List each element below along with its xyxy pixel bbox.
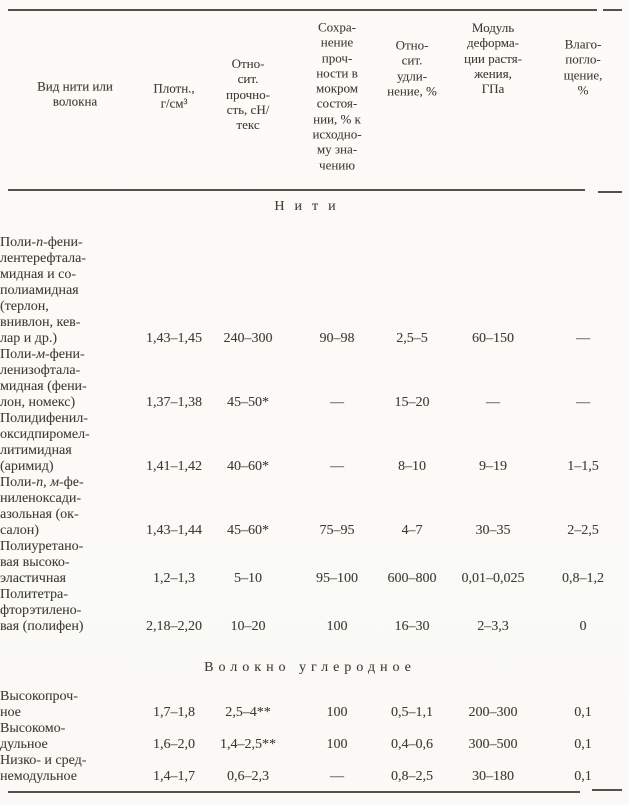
value-cell-rel-elongation: 8–10: [398, 459, 426, 474]
column-header-tensile-modulus: [435, 20, 551, 96]
column-header-moisture-absorption: [541, 36, 625, 97]
fiber-name-cell: [0, 587, 142, 635]
fiber-name-line: внивлон, кев-: [0, 315, 81, 330]
column-header-line: деформа-: [466, 35, 519, 51]
section-heading-row: [0, 192, 620, 235]
fiber-name-line: вая (полифен): [0, 619, 84, 634]
value-cell-wet-strength: —: [330, 395, 344, 410]
section-heading: Волокно углеродное: [204, 660, 416, 675]
value-cell-rel-strength: 2,5–4**: [225, 705, 271, 720]
value-cell-rel-elongation: 4–7: [401, 523, 423, 538]
fiber-name-line: Полиуретано-: [0, 539, 84, 554]
section-heading-cell: [0, 635, 620, 689]
fiber-name-line: (терлон,: [0, 299, 49, 314]
value-cell-rel-strength: 240–300: [223, 331, 273, 346]
fiber-name-cell: [0, 539, 142, 587]
value-cell-moisture-absorption: 0,1: [574, 769, 592, 784]
value-cell-density: 2,18–2,20: [146, 619, 202, 634]
column-header-wet-strength: [285, 20, 389, 173]
column-header-line: ности в: [316, 65, 358, 81]
value-cell-tensile-modulus: 300–500: [468, 737, 518, 752]
table-row: [0, 235, 620, 347]
value-cell-tensile-modulus: 200–300: [468, 705, 518, 720]
fiber-name-line: Высокопроч-: [0, 689, 78, 704]
column-header-line: Отно-: [231, 55, 265, 71]
column-header-line: прочно-: [226, 86, 270, 102]
value-cell-tensile-modulus: 9–19: [479, 459, 507, 474]
value-cell-density: 1,2–1,3: [153, 571, 195, 586]
fiber-name-line: полиамидная: [0, 283, 79, 298]
fiber-name-line: лон, номекс): [0, 395, 76, 410]
fiber-name-cell: [0, 753, 142, 785]
value-cell-tensile-modulus: —: [486, 395, 500, 410]
column-header-line: удли-: [396, 68, 428, 83]
section-heading-cell: [0, 192, 620, 235]
column-header-line: Отно-: [395, 37, 429, 53]
column-header-line: исходно-: [312, 126, 362, 142]
column-header-rel-strength: [201, 56, 295, 132]
value-cell-moisture-absorption: 1–1,5: [567, 459, 599, 474]
value-cell-tensile-modulus: 0,01–0,025: [461, 571, 525, 586]
value-cell-tensile-modulus: 2–3,3: [477, 619, 509, 634]
fiber-name-line: мидная и со-: [0, 267, 76, 282]
value-cell-moisture-absorption: 0,8–1,2: [562, 571, 604, 586]
fiber-name-cell: [0, 235, 142, 347]
value-cell-moisture-absorption: 2–2,5: [567, 523, 599, 538]
table-row: [0, 347, 620, 411]
column-header-line: состоя-: [316, 96, 358, 111]
table-body-rows: [0, 192, 620, 785]
value-cell-wet-strength: 100: [326, 737, 348, 752]
fiber-name-line: фторэтилено-: [0, 603, 82, 618]
fiber-name-cell: [0, 721, 142, 753]
fiber-name-line: литимидная: [0, 443, 72, 458]
value-cell-density: 1,37–1,38: [146, 395, 202, 410]
fiber-name-line: ленизофтала-: [0, 363, 81, 378]
column-header-line: нение, %: [387, 83, 437, 99]
fiber-name-line: Политетра-: [0, 587, 68, 602]
fiber-name-line: немодульное: [0, 769, 77, 784]
value-cell-wet-strength: —: [330, 769, 344, 784]
column-header-line: мокром: [315, 80, 359, 96]
column-header-line: Вид нити или: [37, 78, 113, 94]
value-cell-wet-strength: 90–98: [319, 331, 355, 346]
table-row: [0, 539, 620, 587]
column-header-line: сит.: [401, 52, 423, 68]
column-header-line: Модуль: [471, 19, 515, 35]
table-row: [0, 475, 620, 539]
fiber-name-line: Высокомо-: [0, 721, 66, 736]
column-header-line: жения,: [474, 65, 512, 81]
table-body: [0, 192, 620, 785]
table-bottom-rule: [8, 791, 580, 793]
fiber-name-line: мидная (фени-: [0, 379, 87, 394]
fiber-name-line: дульное: [0, 737, 48, 752]
value-cell-wet-strength: —: [330, 459, 344, 474]
value-cell-rel-elongation: 0,8–2,5: [391, 769, 433, 784]
column-header-line: текс: [236, 116, 260, 132]
value-cell-tensile-modulus: 30–35: [475, 523, 511, 538]
fiber-name-line: ное: [0, 705, 21, 720]
value-cell-rel-elongation: 15–20: [394, 395, 430, 410]
table-row: [0, 721, 620, 753]
value-cell-moisture-absorption: 0,1: [574, 737, 592, 752]
fiber-name-cell: [0, 689, 142, 721]
fiber-name-line: вая высоко-: [0, 555, 70, 570]
column-header-line: проч-: [321, 50, 353, 66]
section-heading-row: [0, 635, 620, 689]
column-header-line: погло-: [565, 51, 601, 67]
column-header-line: нение: [320, 34, 354, 50]
fiber-name-line: Поли-м-фени-: [0, 347, 85, 362]
column-header-line: нии, % к: [313, 111, 361, 127]
fiber-name-line: Поли-п-фени-: [0, 235, 83, 250]
table-header: [0, 0, 629, 190]
column-header-fiber-type: [3, 79, 147, 110]
column-header-line: ГПа: [481, 80, 505, 96]
value-cell-rel-strength: 0,6–2,3: [227, 769, 269, 784]
column-header-line: %: [577, 82, 589, 98]
column-header-line: г/см³: [160, 96, 188, 111]
section-heading: Нити: [274, 199, 346, 214]
value-cell-moisture-absorption: 0: [579, 619, 587, 634]
column-header-line: сит.: [237, 71, 259, 87]
value-cell-wet-strength: 100: [326, 619, 348, 634]
value-cell-rel-strength: 10–20: [230, 619, 266, 634]
column-header-line: му зна-: [316, 141, 358, 157]
column-header-line: щение,: [563, 67, 603, 82]
fiber-name-line: Полидифенил-: [0, 411, 88, 426]
table-row: [0, 587, 620, 635]
value-cell-wet-strength: 100: [326, 705, 348, 720]
value-cell-density: 1,41–1,42: [146, 459, 202, 474]
value-cell-rel-strength: 1,4–2,5**: [220, 737, 276, 752]
column-header-line: Сохра-: [318, 19, 356, 35]
value-cell-rel-strength: 5–10: [234, 571, 262, 586]
value-cell-rel-elongation: 0,5–1,1: [391, 705, 433, 720]
value-cell-rel-strength: 40–60*: [227, 459, 269, 474]
table-row: [0, 411, 620, 475]
value-cell-moisture-absorption: —: [576, 395, 590, 410]
value-cell-density: 1,43–1,45: [146, 331, 202, 346]
value-cell-rel-elongation: 600–800: [387, 571, 437, 586]
value-cell-rel-strength: 45–60*: [227, 523, 269, 538]
fiber-name-line: салон): [0, 523, 39, 538]
value-cell-tensile-modulus: 30–180: [472, 769, 514, 784]
column-header-density: [137, 81, 211, 112]
fiber-name-line: ниленоксади-: [0, 491, 82, 506]
table-row: [0, 753, 620, 785]
value-cell-rel-elongation: 2,5–5: [396, 331, 428, 346]
value-cell-tensile-modulus: 60–150: [472, 331, 514, 346]
fiber-name-line: эластичная: [0, 571, 66, 586]
fiber-name-line: лар и др.): [0, 331, 57, 346]
value-cell-density: 1,4–1,7: [153, 769, 195, 784]
value-cell-moisture-absorption: —: [576, 331, 590, 346]
fiber-name-line: лентерефтала-: [0, 251, 86, 266]
value-cell-rel-strength: 45–50*: [227, 395, 269, 410]
fiber-name-line: Низко- и сред-: [0, 753, 87, 768]
table-row: [0, 689, 620, 721]
table-bottom-rule-fragment: [592, 789, 622, 791]
value-cell-density: 1,43–1,44: [146, 523, 202, 538]
value-cell-density: 1,6–2,0: [153, 737, 195, 752]
fiber-name-line: азольная (ок-: [0, 507, 79, 522]
fiber-name-line: оксидпиромел-: [0, 427, 90, 442]
fiber-name-cell: [0, 347, 142, 411]
column-header-line: чению: [319, 157, 355, 173]
fiber-name-cell: [0, 475, 142, 539]
value-cell-density: 1,7–1,8: [153, 705, 195, 720]
column-header-line: ции растя-: [464, 50, 522, 66]
fiber-name-cell: [0, 411, 142, 475]
value-cell-wet-strength: 75–95: [319, 523, 355, 538]
value-cell-wet-strength: 95–100: [316, 571, 358, 586]
fiber-name-line: Поли-п, м-фе-: [0, 475, 84, 490]
value-cell-moisture-absorption: 0,1: [574, 705, 592, 720]
value-cell-rel-elongation: 0,4–0,6: [391, 737, 433, 752]
column-header-line: сть, сН/: [226, 101, 270, 117]
value-cell-rel-elongation: 16–30: [394, 619, 430, 634]
column-header-line: Плотн.,: [153, 80, 195, 96]
fiber-name-line: (аримид): [0, 459, 54, 474]
column-header-line: волокна: [52, 94, 98, 109]
column-header-line: Влаго-: [564, 36, 602, 52]
